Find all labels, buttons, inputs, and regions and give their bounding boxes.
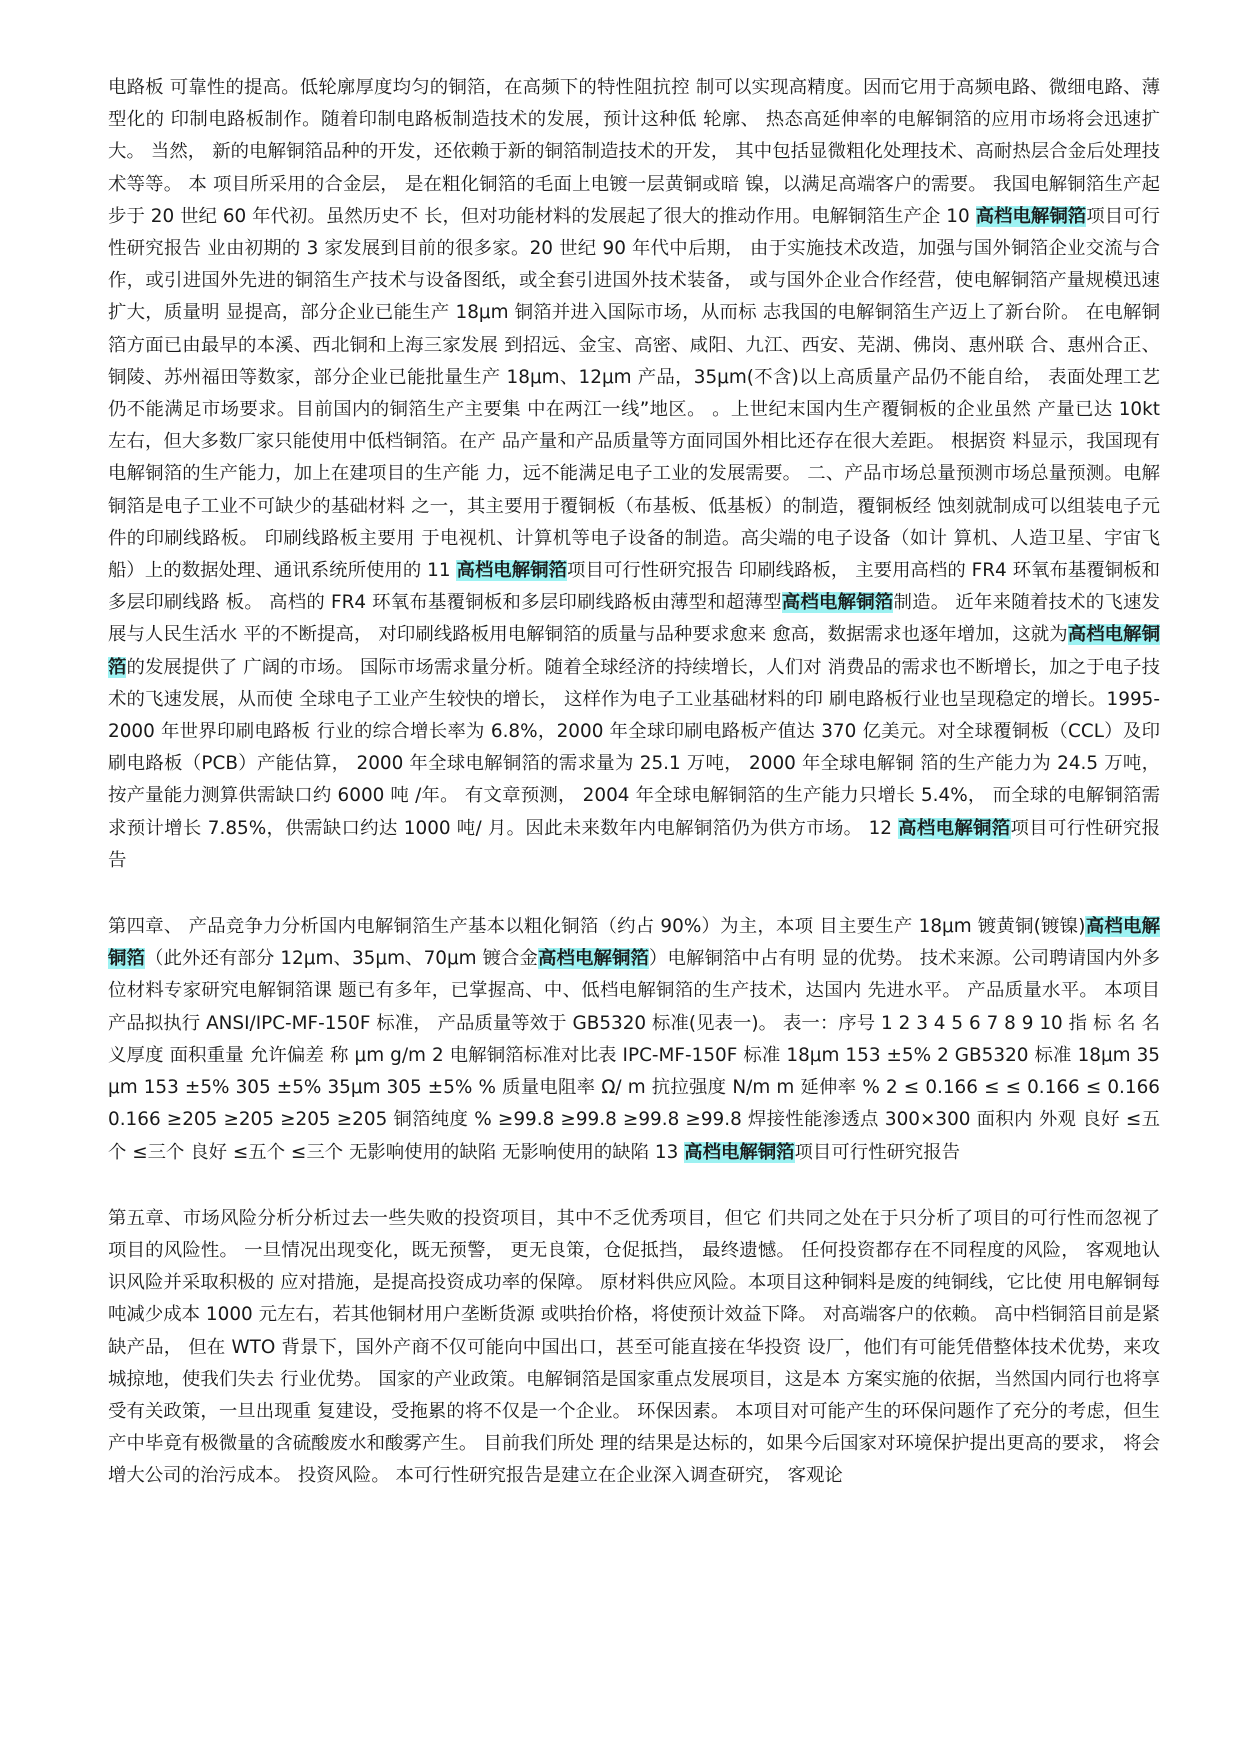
keyword-highlight: 高档电解铜箔 xyxy=(781,592,894,614)
text-segment: 第四章、 产品竞争力分析国内电解铜箔生产基本以粗化铜箔（约占 90%）为主，本项 目主要生产 18μm 镀黄铜(镀镍) xyxy=(108,916,1086,938)
text-segment: 的发展提供了 广阔的市场。 国际市场需求量分析。随着全球经济的持续增长，人们对 消费品的需求也不断增长，加之于电子技术的飞速发展，从而使 全球电子工业产生较快的增长， 这样作为电子工业基础材料的印 刷电路板行业也呈现稳定的增长。1995-2000 年世界印刷电路板 行业的综合增长率为 6.8%，2000 年全球印刷电路板产值达 370 亿美元。对全球覆铜板（CCL）及印刷电路板（PCB）产能估算， 2000 年全球电解铜箔的需求量为 25.1 万吨， 2000 年全球电解铜 箔的生产能力为 24.5 万吨， 按产量能力测算供需缺口约 6000 吨 /年。 有文章预测， 2004 年全球电解铜箔的生产能力只增长 5.4%， 而全球的电解铜箔需求预计增长 7.85%，供需缺口约达 1000 吨/ 月。因此未来数年内电解铜箔仍为供方市场。 12 xyxy=(108,656,1160,839)
keyword-highlight: 高档电解铜箔 xyxy=(108,916,1160,970)
paragraph-chapter-5-market-risk xyxy=(108,1203,1160,1493)
keyword-highlight: 高档电解铜箔 xyxy=(684,1141,795,1163)
text-segment: 项目可行性研究报告 xyxy=(794,1141,961,1163)
paragraph-chapter-4-competitiveness xyxy=(108,911,1160,1169)
text-segment: 电路板 可靠性的提高。低轮廓厚度均匀的铜箔，在高频下的特性阻抗控 制可以实现高精度。因而它用于高频电路、微细电路、薄型化的 印制电路板制作。随着印制电路板制造技术的发展，预计这种低 轮廓、 热态高延伸率的电解铜箔的应用市场将会迅速扩大。 当然， 新的电解铜箔品种的开发，还依赖于新的铜箔制造技术的开发， 其中包括显微粗化处理技术、高耐热层合金后处理技术等等。 本 项目所采用的合金层， 是在粗化铜箔的毛面上电镀一层黄铜或暗 镍，以满足高端客户的需要。 我国电解铜箔生产起步于 20 世纪 60 年代初。虽然历史不 长，但对功能材料的发展起了很大的推动作用。电解铜箔生产企 10 xyxy=(108,77,1160,227)
text-segment: ）电解铜箔中占有明 显的优势。 技术来源。公司聘请国内外多位材料专家研究电解铜箔课 题已有多年，已掌握高、中、低档电解铜箔的生产技术，达国内 先进水平。 产品质量水平。 本项目产品拟执行 ANSI/IPC-MF-150F 标准， 产品质量等效于 GB5320 标准(见表一)。 表一：序号 1 2 3 4 5 6 7 8 9 10 指 标 名 名义厚度 面积重量 允许偏差 称 μm g/m 2 电解铜箔标准对比表 IPC-MF-150F 标准 18μm 153 ±5% 2 GB5320 标准 18μm 35μm 153 ±5% 305 ±5% 35μm 305 ±5% % 质量电阻率 Ω/ m 抗拉强度 N/m m 延伸率 % 2 ≤ 0.166 ≤ ≤ 0.166 ≤ 0.166 0.166 ≥205 ≥205 ≥205 ≥205 铜箔纯度 % ≥99.8 ≥99.8 ≥99.8 ≥99.8 焊接性能渗透点 300×300 面积内 外观 良好 ≤五个 ≤三个 良好 ≤五个 ≤三个 无影响使用的缺陷 无影响使用的缺陷 13 xyxy=(108,948,1160,1163)
text-segment: 项目可行性研究报告 业由初期的 3 家发展到目前的很多家。20 世纪 90 年代中后期， 由于实施技术改造，加强与国外铜箔企业交流与合作，或引进国外先进的铜箔生产技术与设备图纸，或全套引进国外技术装备， 或与国外企业合作经营，使电解铜箔产量规模迅速扩大，质量明 显提高，部分企业已能生产 18μm 铜箔并进入国际市场，从而标 志我国的电解铜箔生产迈上了新台阶。 在电解铜箔方面已由最早的本溪、西北铜和上海三家发展 到招远、金宝、高密、咸阳、九江、西安、芜湖、佛岗、惠州联 合、惠州合正、铜陵、苏州福田等数家，部分企业已能批量生产 18μm、12μm 产品，35μm(不含)以上高质量产品仍不能自给， 表面处理工艺仍不能满足市场要求。目前国内的铜箔生产主要集 中在两江一线”地区。 。上世纪末国内生产覆铜板的企业虽然 产量已达 10kt 左右，但大多数厂家只能使用中低档铜箔。在产 品产量和产品质量等方面同国外相比还存在很大差距。 根据资 料显示，我国现有电解铜箔的生产能力，加上在建项目的生产能 力，远不能满足电子工业的发展需要。 二、产品市场总量预测市场总量预测。电解铜箔是电子工业不可缺少的基础材料 之一，其主要用于覆铜板（布基板、低基板）的制造，覆铜板经 蚀刻就制成可以组装电子元件的印刷线路板。 印刷线路板主要用 于电视机、计算机等电子设备的制造。高尖端的电子设备（如计 算机、人造卫星、宇宙飞船）上的数据处理、通讯系统所使用的 11 xyxy=(108,205,1160,582)
paragraph-product-market xyxy=(108,72,1160,877)
text-segment: （此外还有部分 12μm、35μm、70μm 镀合金 xyxy=(144,948,539,970)
text-segment: 制造。 近年来随着技术的飞速发展与人民生活水 平的不断提高， 对印刷线路板用电解铜箔的质量与品种要求愈来 愈高，数据需求也逐年增加，这就为 xyxy=(108,592,1160,646)
keyword-highlight: 高档电解铜箔 xyxy=(975,205,1087,227)
text-segment: 第五章、市场风险分析分析过去一些失败的投资项目，其中不乏优秀项目，但它 们共同之处在于只分析了项目的可行性而忽视了项目的风险性。 一旦情况出现变化，既无预警， 更无良策，仓促抵挡， 最终遗憾。 任何投资都存在不同程度的风险， 客观地认识风险并采取积极的 应对措施，是提高投资成功率的保障。 原材料供应风险。本项目这种铜料是废的纯铜线，它比使 用电解铜每吨减少成本 1000 元左右，若其他铜材用户垄断货源 或哄抬价格，将使预计效益下降。 对高端客户的依赖。 高中档铜箔目前是紧缺产品， 但在 WTO 背景下，国外产商不仅可能向中国出口，甚至可能直接在华投资 设厂，他们有可能凭借整体技术优势，来攻城掠地，使我们失去 行业优势。 国家的产业政策。电解铜箔是国家重点发展项目，这是本 方案实施的依据，当然国内同行也将享受有关政策，一旦出现重 复建设，受拖累的将不仅是一个企业。 环保因素。 本项目对可能产生的环保问题作了充分的考虑，但生产中毕竟有极微量的含硫酸废水和酸雾产生。 目前我们所处 理的结果是达标的，如果今后国家对环境保护提出更高的要求， 将会增大公司的治污成本。 投资风险。 本可行性研究报告是建立在企业深入调查研究， 客观论 xyxy=(108,1207,1160,1487)
keyword-highlight: 高档电解铜箔 xyxy=(456,560,568,582)
text-segment: 项目可行性研究报告 印刷线路板， 主要用高档的 FR4 环氧布基覆铜板和多层印刷线路 板。 高档的 FR4 环氧布基覆铜板和多层印刷线路板由薄型和超薄型 xyxy=(108,560,1160,614)
text-segment: 项目可行性研究报告 xyxy=(108,817,1160,871)
document-page xyxy=(108,72,1160,1493)
keyword-highlight: 高档电解铜箔 xyxy=(538,948,649,970)
keyword-highlight: 高档电解铜箔 xyxy=(108,624,1160,678)
keyword-highlight: 高档电解铜箔 xyxy=(898,817,1011,839)
